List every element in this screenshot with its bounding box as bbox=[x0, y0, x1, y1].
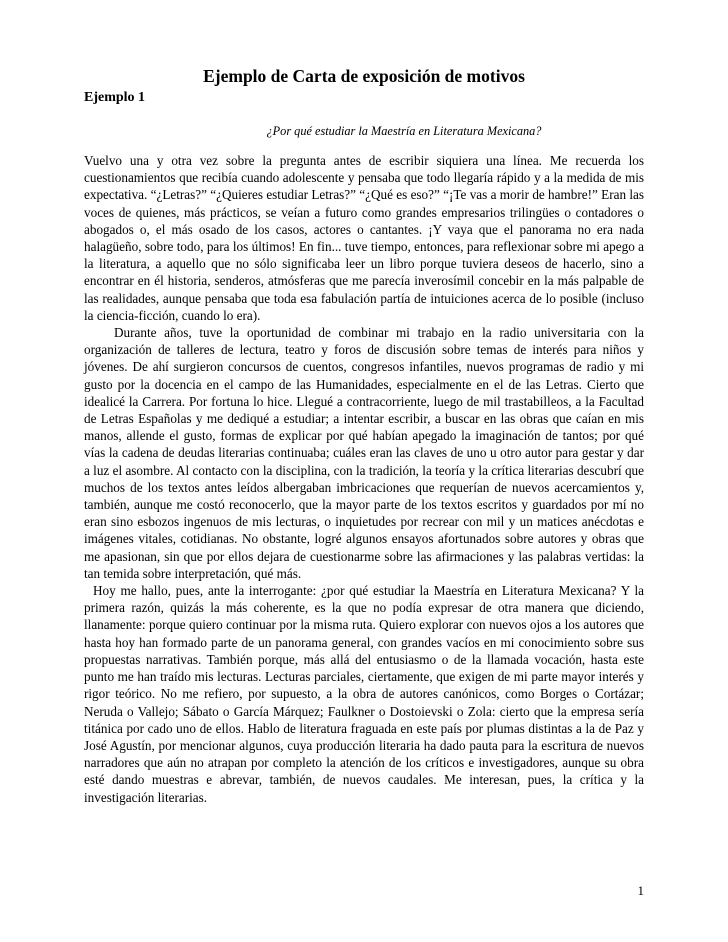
paragraph-3: Hoy me hallo, pues, ante la interrogante: ¿por qué estudiar la Maestría en Literatura Mexicana? Y la primera razón, quizás la más coherente, es la que no podía expresar de otra manera que diciendo, llanamente: porque quiero continuar por la misma ruta. Quiero explorar con nuevos ojos a los autores que hasta hoy han formado parte de un panorama general, con grandes vacíos en mi conocimiento sobre sus propuestas narrativas. También porque, más allá del entusiasmo o de la llamada vocación, hasta este punto me han traído mis lecturas. Lecturas parciales, ciertamente, que exigen de mi parte mayor interés y rigor teórico. No me refiero, por supuesto, a la obra de autores canónicos, como Borges o Cortázar; Neruda o Vallejo; Sábato o García Márquez; Faulkner o Dostoievski o Zola: cierto que la empresa sería titánica por cado uno de ellos. Hablo de literatura fraguada en este país por plumas distintas a la de Paz y José Agustín, por mencionar algunos, cuya producción literaria ha dado pauta para la escritura de nuevos narradores que aún no atrapan por completo la atención de los críticos e investigadores, aunque su obra esté dando muestras e abrevar, también, de nuevos caudales. Me interesan, pues, la crítica y la investigación literarias. bbox=[84, 583, 644, 805]
page-number: 1 bbox=[637, 883, 644, 898]
paragraph-2: Durante años, tuve la oportunidad de combinar mi trabajo en la radio universitaria con la organización de talleres de lectura, teatro y foros de discusión sobre temas de interés para niños y jóvenes. De ahí surgieron concursos de cuentos, congresos infantiles, nuevos programas de radio y mi gusto por la docencia en el campo de las Humanidades, especialmente en el de las Letras. Cierto que idealicé la Carrera. Por fortuna lo hice. Llegué a contracorriente, luego de mil trastabilleos, a la Facultad de Letras Españolas y me dediqué a estudiar; a intentar escribir, a buscar en las obras que caían en mis manos, allende el gusto, formas de explicar por qué habían apegado la imaginación de tantos; por qué vías la cadena de deudas literarias continuaba; cuáles eran las claves de uno u otro autor para gestar y dar a luz el asombre. Al contacto con la disciplina, con la tradición, la teoría y la crítica literarias descubrí que muchos de los textos antes leídos albergaban imbricaciones que requerían de nuevos acercamientos y, también, aunque me costó reconocerlo, que la mayor parte de los textos escritos y guardados por mí no eran sino esbozos ingenuos de mis lecturas, o inquietudes por recrear con mil y un matices anécdotas e imágenes vitales, cotidianas. No obstante, logré algunos ensayos afortunados sobre autores y obras que me apasionan, sin que por ellos dejara de cuestionarme sobre las afirmaciones y las palabras vertidas: la tan temida sobre interpretación, qué más. bbox=[84, 325, 644, 581]
letter-body bbox=[84, 152, 644, 806]
example-label: Ejemplo 1 bbox=[84, 90, 146, 105]
essay-question-subtitle: ¿Por qué estudiar la Maestría en Literatura Mexicana? bbox=[266, 124, 542, 138]
page-title: Ejemplo de Carta de exposición de motivos bbox=[203, 66, 525, 86]
paragraph-1: Vuelvo una y otra vez sobre la pregunta antes de escribir siquiera una línea. Me recuerda los cuestionamientos que recibía cuando adolescente y pensaba que todo llegaría rápido y a la medida de mis expectativa. “¿Letras?” “¿Quieres estudiar Letras?” “¿Qué es eso?” “¡Te vas a morir de hambre!” Eran las voces de quienes, más prácticos, se veían a futuro como grandes empresarios trilingües o contadores o abogados o, el más osado de los casos, actores o cantantes. ¡Y vaya que el panorama no era nada halagüeño, sobre todo, para los últimos! En fin... tuve tiempo, entonces, para reflexionar sobre mi apego a la literatura, a aquello que no sólo significaba leer un libro porque tuviera deseos de hacerlo, sino a encontrar en él historia, senderos, atmósferas que me parecía inverosímil concebir en la más palpable de las realidades, aunque pensaba que toda esa fabulación partía de intuiciones acerca de lo posible (incluso la ciencia-ficción, cuando lo era). bbox=[84, 153, 644, 323]
